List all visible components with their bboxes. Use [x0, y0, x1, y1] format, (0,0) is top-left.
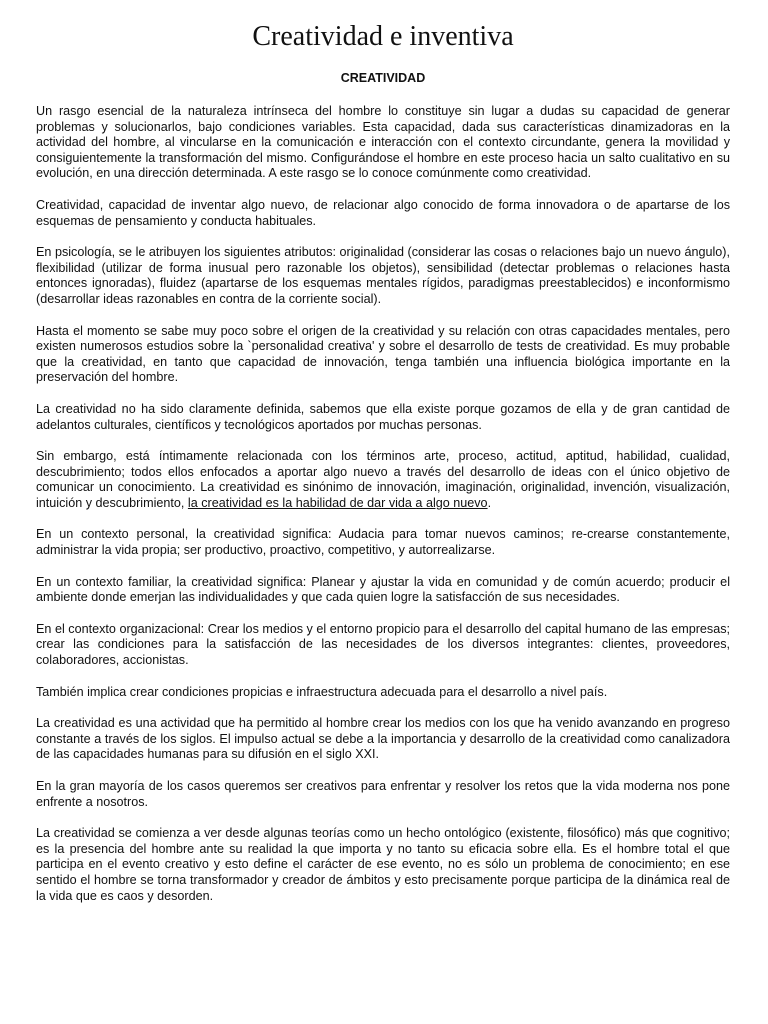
paragraph-3: En psicología, se le atribuyen los siguientes atributos: originalidad (considerar las cosas o relaciones bajo un nuevo ángulo), flexibilidad (utilizar de forma inusual pero razonable los objetos), sensibilidad (detectar problemas o relaciones hasta entonces ignoradas), fluidez (apartarse de los esquemas mentales rígidos, paradigmas preestablecidos) e inconformismo (desarrollar ideas razonables en contra de la corriente social).: [36, 245, 730, 306]
paragraph-13: La creatividad se comienza a ver desde algunas teorías como un hecho ontológico (existente, filosófico) más que cognitivo; es la presencia del hombre ante su realidad la que importa y no tanto su eficacia sobre ella. Es el hombre total el que participa en el evento creativo y esto define el carácter de ese evento, no es sólo un problema de conocimiento; en ese sentido el hombre se torna transformador y creador de ámbitos y esto precisamente porque participa de la dinámica real de la vida que es caos y desorden.: [36, 826, 730, 903]
paragraph-1: Un rasgo esencial de la naturaleza intrínseca del hombre lo constituye sin lugar a dudas su capacidad de generar problemas y solucionarlos, bajo condiciones variables. Esta capacidad, dada sus características dinamizadoras en la actividad del hombre, al vincularse en la comunicación e interacción con el contexto circundante, genera la movilidad y consiguientemente la transformación del mismo. Configurándose el hombre en este proceso hacia un salto cualitativo en su evolución, en una dirección determinada. A este rasgo se lo conoce comúnmente como creatividad.: [36, 104, 730, 181]
paragraph-7: En un contexto personal, la creatividad significa: Audacia para tomar nuevos caminos; re-crearse constantemente, administrar la vida propia; ser productivo, proactivo, competitivo, y autorrealizarse.: [36, 527, 730, 558]
section-heading: CREATIVIDAD: [340, 71, 426, 85]
paragraph-6-text: Sin embargo, está íntimamente relacionada con los términos arte, proceso, actitud, aptitud, habilidad, cualidad, descubrimiento; todos ellos enfocados a aportar algo nuevo a través del desarrollo de ideas con el único objetivo de comunicar un conocimiento. La creatividad es sinónimo de innovación, imaginación, originalidad, invención, visualización, intuición y descubrimiento,: [36, 449, 730, 510]
paragraph-6: [36, 449, 730, 511]
paragraph-4: Hasta el momento se sabe muy poco sobre el origen de la creatividad y su relación con otras capacidades mentales, pero existen numerosos estudios sobre la `personalidad creativa' y sobre el desarrollo de tests de creatividad. Es muy probable que la creatividad, en tanto que capacidad de innovación, tenga también una influencia biológica importante en la preservación del hombre.: [36, 323, 730, 385]
document-title: Creatividad e inventiva: [252, 21, 514, 52]
paragraph-6-end: .: [487, 495, 492, 510]
document-page: [36, 0, 730, 904]
paragraph-12: En la gran mayoría de los casos queremos ser creativos para enfrentar y resolver los retos que la vida moderna nos pone enfrente a nosotros.: [36, 779, 730, 809]
paragraph-10: También implica crear condiciones propicias e infraestructura adecuada para el desarrollo a nivel país.: [36, 684, 608, 699]
paragraph-2: Creatividad, capacidad de inventar algo nuevo, de relacionar algo conocido de forma innovadora o de apartarse de los esquemas de pensamiento y conducta habituales.: [36, 197, 730, 228]
paragraph-6-underlined-phrase: la creatividad es la habilidad de dar vida a algo nuevo: [187, 495, 488, 510]
paragraph-11: La creatividad es una actividad que ha permitido al hombre crear los medios con los que ha venido avanzando en progreso constante a través de los siglos. El impulso actual se debe a la importancia y desarrollo de la creatividad como canalizadora de las capacidades humanas para su difusión en el siglo XXI.: [36, 716, 730, 762]
paragraph-9: En el contexto organizacional: Crear los medios y el entorno propicio para el desarrollo del capital humano de las empresas; crear las condiciones para la satisfacción de las necesidades de los diversos integrantes: clientes, proveedores, colaboradores, accionistas.: [36, 621, 730, 668]
paragraph-8: En un contexto familiar, la creatividad significa: Planear y ajustar la vida en comunidad y de común acuerdo; producir el ambiente donde emerjan las individualidades y que cada quien logre la satisfacción de sus necesidades.: [36, 574, 730, 605]
paragraph-5: La creatividad no ha sido claramente definida, sabemos que ella existe porque gozamos de ella y de gran cantidad de adelantos culturales, científicos y tecnológicos aportados por muchas personas.: [36, 401, 730, 432]
